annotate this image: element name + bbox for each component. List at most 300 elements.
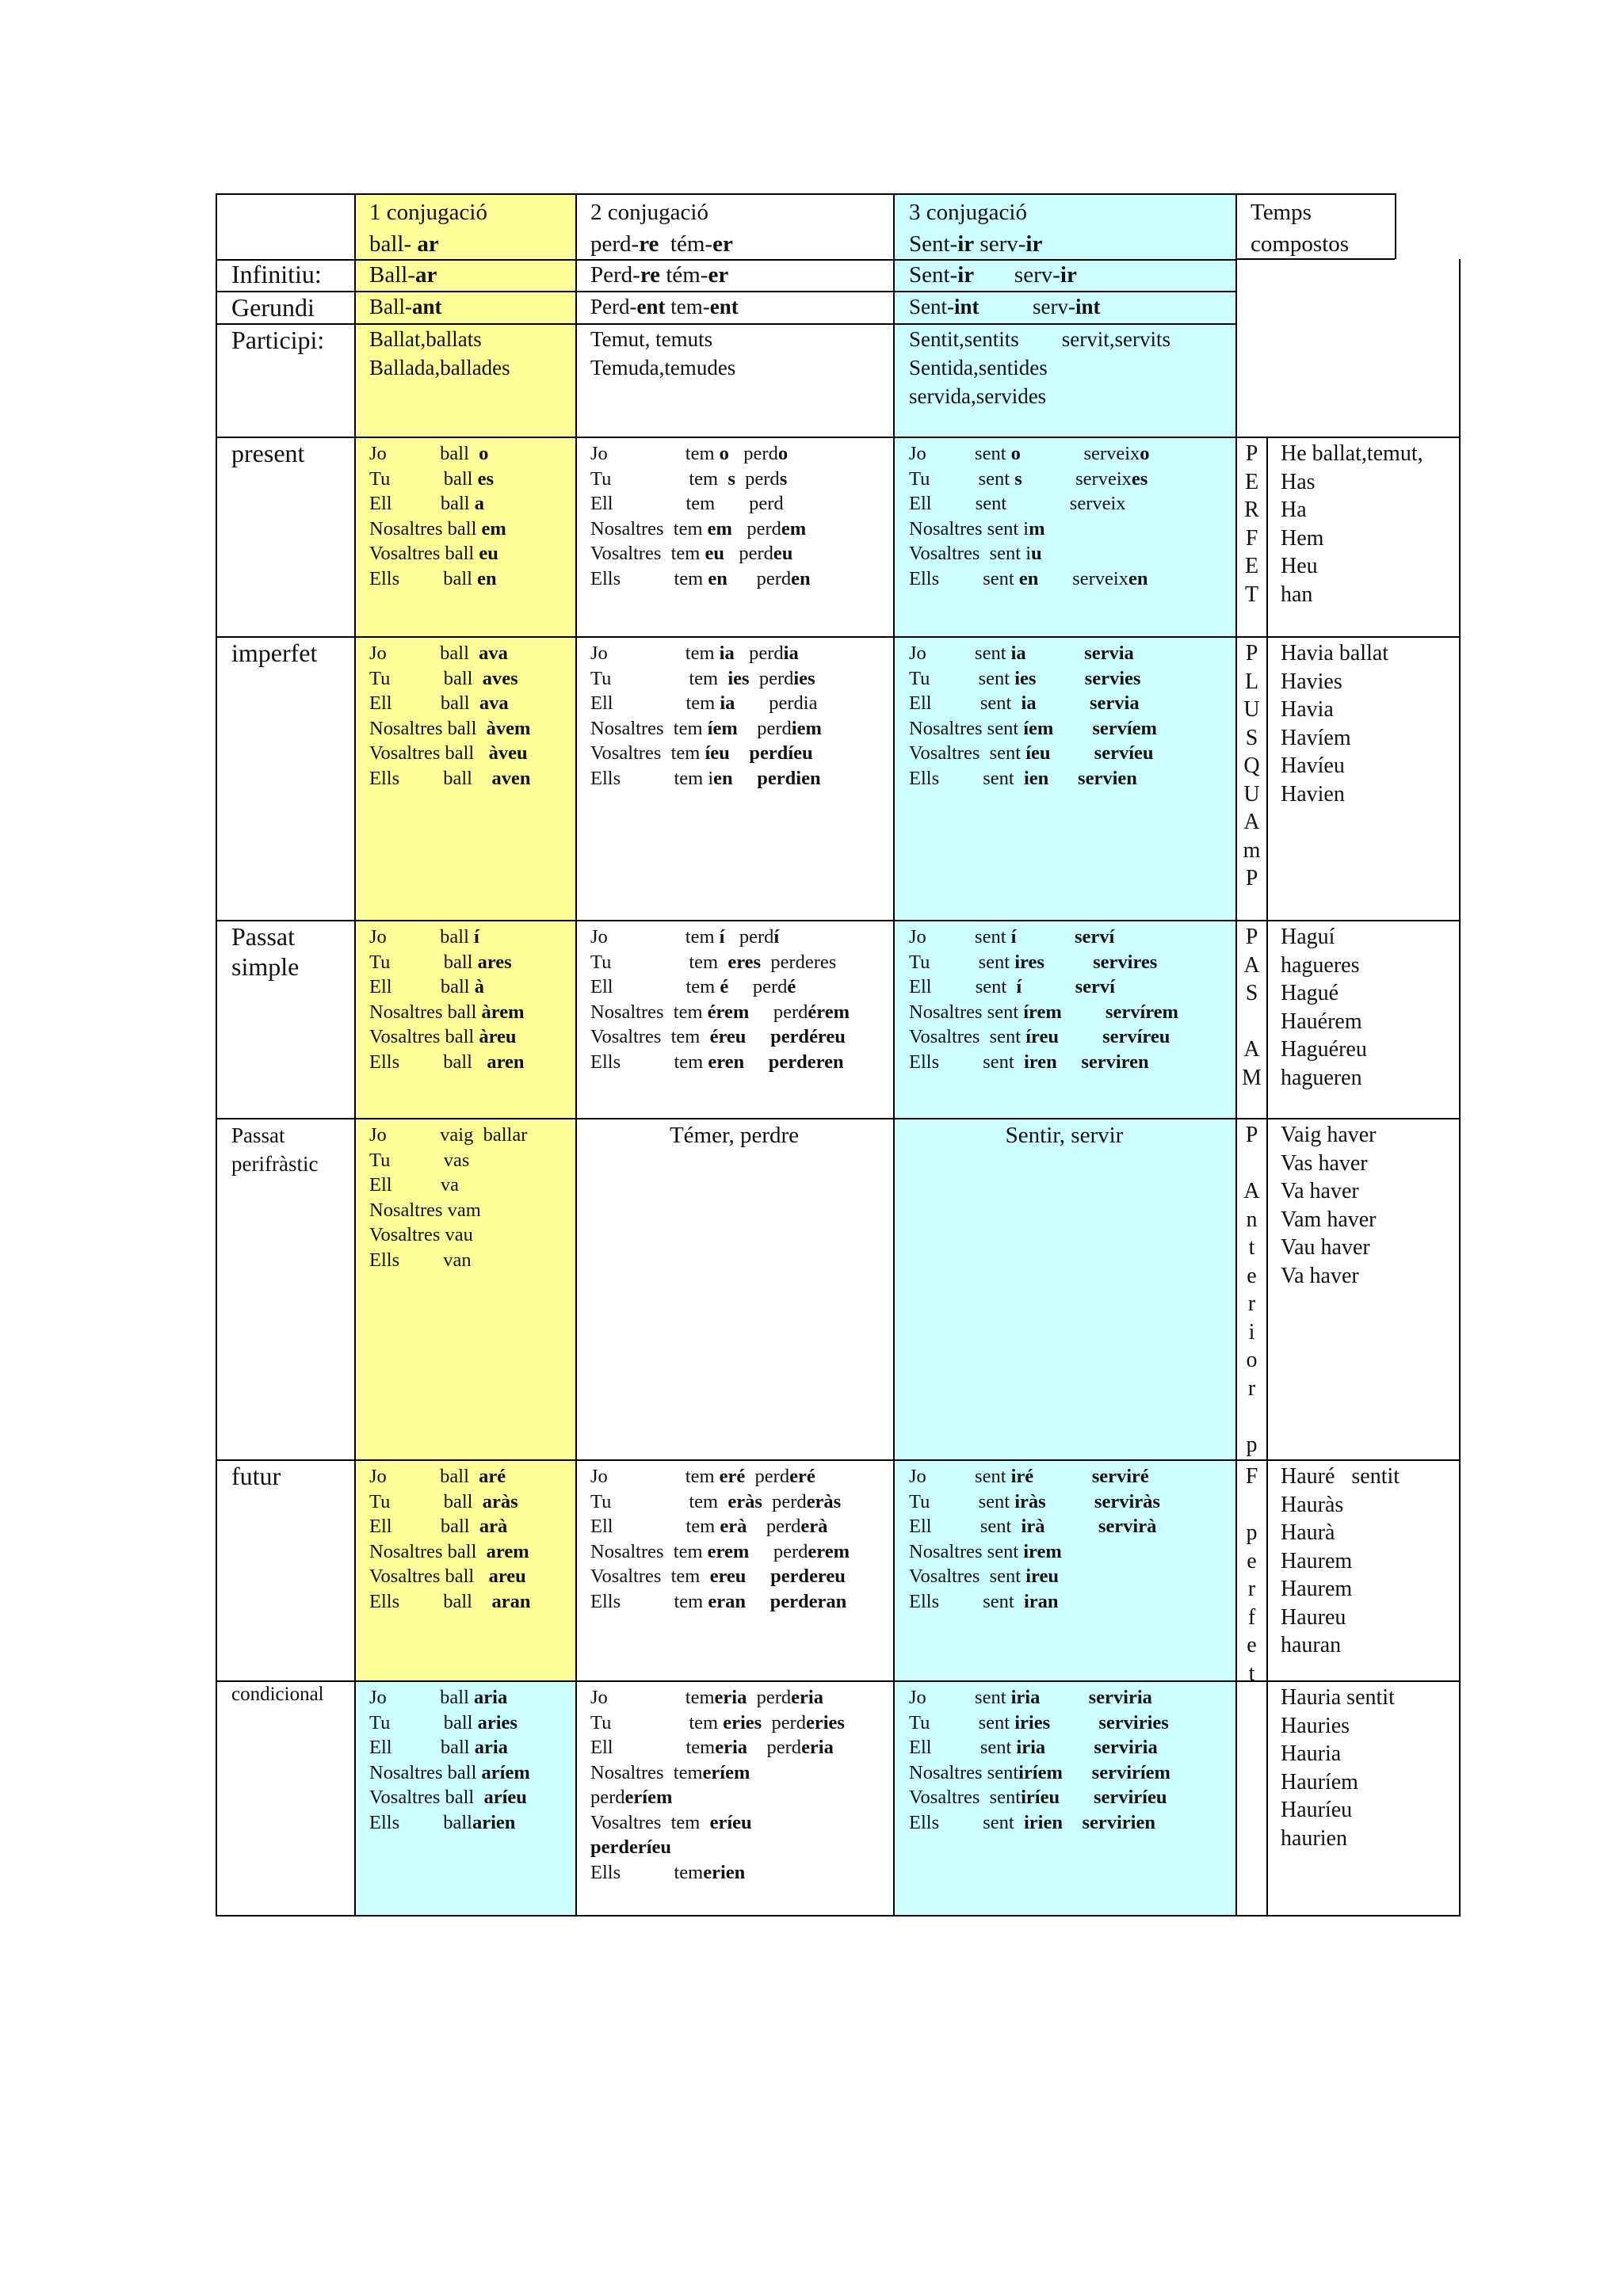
- futur-tense-letter-4: e: [1247, 1548, 1257, 1573]
- ending: íeu: [705, 742, 730, 764]
- ending: írem: [1023, 1001, 1062, 1023]
- stem: perd: [728, 443, 778, 464]
- imperfet-tense-letter-1: P: [1245, 641, 1258, 666]
- futur-col1-line-1: [369, 1464, 530, 1489]
- stem: Jo ball: [369, 1466, 479, 1487]
- stem: Tu tem: [590, 467, 728, 490]
- stem: Jo tem: [590, 1466, 720, 1487]
- ending: arien: [472, 1811, 516, 1833]
- passat-simple-compound-line-3: Hagué: [1281, 981, 1339, 1005]
- stem: [1046, 1491, 1094, 1512]
- passat-simple-col1: [369, 925, 525, 1074]
- present-col3-line-6: [909, 566, 1150, 592]
- imperfet-tense-letter-2: L: [1244, 669, 1259, 694]
- stem: perd: [731, 517, 781, 540]
- passat-simple-col3-line-4: [909, 1000, 1178, 1025]
- condicional-col3-line-6: [909, 1810, 1170, 1836]
- ending: es: [477, 467, 495, 490]
- futur-col3-line-2: [909, 1489, 1160, 1515]
- condicional-col1-line-6: [369, 1810, 530, 1836]
- stem: [1040, 1687, 1088, 1708]
- passat-perifrastic-tense-letter-9: o: [1246, 1348, 1258, 1372]
- present-tense-letter-6: T: [1244, 582, 1259, 607]
- imperfet-col2-line-5: [590, 741, 822, 766]
- infinitiu-col3: Sent-ir serv-ir: [909, 262, 1077, 288]
- stem: [1036, 668, 1084, 689]
- ending: ava: [479, 692, 509, 714]
- ending: ies: [727, 667, 750, 689]
- ending: en: [1018, 567, 1039, 589]
- ending: serví: [1075, 976, 1115, 997]
- ending: eries: [723, 1711, 762, 1733]
- ending: eu: [479, 543, 498, 564]
- passat-perifrastic-tense-letter-8: i: [1248, 1319, 1255, 1344]
- ending: perdíeu: [749, 742, 813, 764]
- imperfet-compound-line-4: Havíem: [1281, 725, 1351, 750]
- stem: perd: [762, 1711, 806, 1733]
- ending: aven: [491, 767, 531, 789]
- ending: irien: [1023, 1811, 1063, 1833]
- imperfet-tense-letter-4: S: [1245, 725, 1258, 750]
- imperfet-col1-line-1: [369, 641, 530, 666]
- futur-col3-line-1: [909, 1464, 1160, 1489]
- ending: eran: [708, 1590, 746, 1612]
- ending: o: [719, 443, 729, 464]
- row-label-passat-simple: [231, 921, 299, 982]
- ending: perdien: [757, 767, 821, 789]
- ending: aríem: [481, 1761, 530, 1783]
- passat-perifrastic-col1-line-3: Ell va: [369, 1174, 459, 1196]
- stem: Vosaltres ball: [369, 1026, 479, 1047]
- ending: íem: [707, 717, 738, 739]
- passat-simple-col2-line-2: [590, 950, 850, 975]
- ending: eríem: [702, 1761, 750, 1783]
- stem: Tu tem: [590, 1490, 728, 1512]
- stem: Ells sent: [909, 1590, 1024, 1612]
- stem: Ells ball: [369, 1811, 472, 1833]
- row-label-line1: present: [231, 439, 305, 467]
- stem: Jo ball: [369, 926, 475, 948]
- stem: perd: [735, 467, 780, 490]
- ending: eràs: [806, 1490, 842, 1512]
- ending: aríeu: [483, 1787, 527, 1808]
- ending: eríeu: [709, 1811, 752, 1833]
- stem: Nosaltres ball: [369, 517, 482, 540]
- participi-col1: [369, 325, 510, 382]
- stem: Nosaltres sent: [909, 717, 1024, 739]
- present-tense-letter-5: E: [1244, 554, 1259, 578]
- stem: Ells sent: [909, 767, 1024, 789]
- present-col3: [909, 441, 1150, 591]
- passat-perifrastic-col1-line-6: Ells van: [369, 1249, 472, 1271]
- ending: en: [708, 567, 727, 589]
- futur-col2-line-2: [590, 1489, 850, 1515]
- grid-hline: [216, 1118, 1459, 1119]
- passat-perifrastic-compound-line-2: Vas haver: [1281, 1150, 1368, 1176]
- stem: Nosaltres tem: [590, 517, 708, 540]
- passat-simple-compound-line-2: hagueres: [1281, 952, 1360, 978]
- stem: [746, 1591, 770, 1612]
- ending: em: [781, 517, 807, 540]
- grid-hline: [216, 437, 1459, 438]
- ending: a: [474, 493, 484, 514]
- futur-tense-letter-1: F: [1245, 1464, 1258, 1489]
- present-tense-letter-3: R: [1244, 498, 1259, 522]
- imperfet-tense-letter-9: P: [1245, 866, 1258, 891]
- futur-compound-line-3: Haurà: [1281, 1520, 1335, 1545]
- row-label-line1: Passat: [231, 922, 295, 951]
- stem: Nosaltres sent: [909, 1761, 1019, 1783]
- stem: [1057, 1051, 1082, 1073]
- futur-compound-line-5: Haurem: [1281, 1577, 1353, 1601]
- passat-simple-col1-line-2: [369, 950, 525, 975]
- condicional-col1-line-1: [369, 1685, 530, 1711]
- row-label-line1: imperfet: [231, 639, 318, 667]
- passat-perifrastic-tense-letter-7: r: [1247, 1291, 1256, 1316]
- ending: es: [1131, 467, 1148, 490]
- present-col2: [590, 441, 811, 591]
- imperfet-col3-line-6: [909, 766, 1157, 791]
- stem: Tu tem: [590, 667, 728, 689]
- stem: Jo sent: [909, 926, 1011, 948]
- ending: servirien: [1082, 1811, 1155, 1833]
- futur-col1-line-5: [369, 1564, 530, 1589]
- ending: servies: [1084, 667, 1141, 689]
- imperfet-col3: [909, 641, 1157, 791]
- ending: érem: [808, 1001, 850, 1023]
- ending: eren: [708, 1051, 745, 1073]
- stem: Ell sent serveix: [909, 493, 1126, 514]
- grid-hline: [216, 1915, 1459, 1917]
- futur-tense-letter-6: f: [1247, 1604, 1256, 1630]
- ending: aves: [482, 667, 518, 689]
- stem: Tu ball: [369, 1490, 483, 1512]
- stem: Ells tem: [590, 1861, 704, 1883]
- futur-tense-letter-3: p: [1246, 1520, 1258, 1545]
- imperfet-col1-line-2: [369, 666, 530, 692]
- condicional-compound-line-4: Hauríem: [1281, 1769, 1358, 1794]
- ending: serviren: [1081, 1051, 1149, 1073]
- stem: Nosaltres sent i: [909, 517, 1029, 540]
- ending: m: [1029, 517, 1045, 540]
- passat-perifrastic-col3: Sentir, servir: [1005, 1123, 1124, 1148]
- ending: í: [1016, 976, 1022, 997]
- imperfet-tense-letter-6: U: [1243, 781, 1260, 807]
- ending: iren: [1023, 1051, 1057, 1073]
- participi-col2-line1: Temut, temuts: [590, 327, 713, 351]
- condicional-compound-line-5: Hauríeu: [1281, 1798, 1353, 1822]
- ending: aries: [477, 1711, 517, 1733]
- stem: Ell ball: [369, 1737, 475, 1758]
- ending: areu: [488, 1566, 526, 1587]
- stem: [1059, 1026, 1102, 1047]
- grid-vline: [354, 193, 356, 1917]
- ending: servia: [1089, 692, 1140, 714]
- condicional-col2-line-6: [590, 1810, 845, 1836]
- ending: ia: [783, 643, 799, 664]
- passat-simple-col2: [590, 925, 850, 1074]
- ending: ava: [479, 643, 508, 664]
- ending: ia: [1021, 692, 1037, 714]
- ending: perderen: [768, 1051, 844, 1073]
- ending: eríem: [624, 1787, 673, 1808]
- ending: s: [727, 467, 735, 490]
- ending: ies: [1014, 667, 1037, 689]
- row-label-line2: perifràstic: [231, 1152, 319, 1176]
- stem: Ells sent: [909, 1811, 1024, 1833]
- ending: erien: [703, 1861, 746, 1883]
- stem: Vosaltres tem: [590, 742, 705, 764]
- stem: Ell sent: [909, 692, 1022, 714]
- header-col4-sub: compostos: [1251, 231, 1350, 257]
- passat-simple-col1-line-1: [369, 925, 525, 950]
- row-label-futur: [231, 1461, 281, 1491]
- ending: o: [1140, 443, 1150, 464]
- imperfet-compound-line-3: Havia: [1281, 697, 1334, 722]
- ending: àveu: [488, 742, 528, 764]
- stem: Jo sent: [909, 443, 1011, 464]
- ending: í: [474, 926, 479, 948]
- ending: erà: [720, 1516, 747, 1537]
- grid-hline: [216, 920, 1459, 921]
- imperfet-col3-line-1: [909, 641, 1157, 666]
- ending: perderíeu: [590, 1836, 672, 1858]
- stem: [746, 1566, 770, 1587]
- ending: serví: [1074, 926, 1115, 948]
- present-col2-line-1: [590, 441, 811, 467]
- ending: erà: [800, 1516, 828, 1537]
- condicional-compound-line-6: haurien: [1281, 1825, 1347, 1851]
- stem: [1048, 768, 1078, 789]
- futur-col1: [369, 1464, 530, 1614]
- futur-col3-line-3: [909, 1514, 1160, 1539]
- ending: en: [1128, 567, 1148, 589]
- stem: Vosaltres ball: [369, 742, 489, 764]
- stem: [1060, 1787, 1094, 1808]
- imperfet-col1-line-5: [369, 741, 530, 766]
- stem: Nosaltres ball: [369, 1001, 482, 1023]
- stem: Nosaltres ball: [369, 717, 487, 739]
- ending: arem: [486, 1540, 529, 1562]
- stem: Jo tem: [590, 1687, 715, 1708]
- stem: Vosaltres sent i: [909, 543, 1032, 564]
- stem: Ell ball: [369, 1516, 479, 1537]
- participi-col3-line3: servida,servides: [909, 384, 1047, 408]
- stem: [1022, 976, 1075, 997]
- imperfet-col2-line-1: [590, 641, 822, 666]
- ending: ares: [477, 951, 512, 973]
- stem: Ells ball: [369, 767, 492, 789]
- passat-perifrastic-tense-letter-6: e: [1247, 1263, 1257, 1288]
- futur-col1-line-3: [369, 1514, 530, 1539]
- ending: í: [773, 926, 780, 948]
- ending: àrem: [481, 1001, 525, 1023]
- stem: Jo sent: [909, 643, 1011, 664]
- condicional-col3-line-1: [909, 1685, 1170, 1711]
- stem: perd: [590, 1787, 625, 1808]
- ending: eria: [801, 1737, 834, 1758]
- stem: perd: [749, 1001, 808, 1023]
- ending: íreu: [1025, 1026, 1059, 1047]
- stem: Ell tem perd: [590, 493, 784, 514]
- row-label-participi: Participi:: [231, 326, 325, 354]
- ending: iria: [1016, 1737, 1046, 1758]
- stem: Ell tem: [590, 1737, 716, 1758]
- present-compound-line-6: han: [1281, 582, 1313, 607]
- ending: íem: [1023, 717, 1054, 739]
- ending: s: [779, 467, 788, 490]
- passat-perifrastic-compound-line-6: Va haver: [1281, 1263, 1359, 1288]
- ending: o: [777, 443, 789, 464]
- imperfet-col1-line-4: [369, 716, 530, 742]
- ending: servírem: [1105, 1001, 1178, 1023]
- header-col2: [590, 196, 733, 260]
- grid-hline: [216, 1680, 1459, 1682]
- ending: u: [1031, 543, 1042, 564]
- imperfet-col3-line-4: [909, 716, 1157, 742]
- stem: perd: [747, 1737, 802, 1758]
- row-label-line2: simple: [231, 952, 300, 981]
- ending: en: [713, 767, 733, 789]
- stem: [1050, 1712, 1098, 1733]
- ending: eu: [705, 543, 724, 564]
- imperfet-tense-letter-8: m: [1243, 837, 1261, 863]
- passat-perifrastic-tense-letter-12: p: [1246, 1432, 1258, 1457]
- stem: [1026, 643, 1085, 664]
- header-col3-stem: Sent-ir serv-ir: [909, 231, 1043, 257]
- grid-vline: [575, 193, 577, 1917]
- present-col3-line-2: [909, 467, 1150, 492]
- ending: iran: [1023, 1590, 1059, 1612]
- stem: [1063, 1762, 1092, 1783]
- present-tense-vertical: [1237, 440, 1266, 608]
- stem: [1063, 1812, 1083, 1833]
- ending: à: [474, 976, 484, 997]
- participi-col1-line2: Ballada,ballades: [369, 356, 510, 379]
- ending: perderan: [769, 1590, 847, 1612]
- ending: é: [787, 976, 796, 997]
- stem: Ells sent: [909, 1051, 1024, 1073]
- stem: Jo ball: [369, 643, 479, 664]
- infinitiu-col2: Perd-re tém-er: [590, 262, 729, 288]
- imperfet-compound-line-2: Havies: [1281, 669, 1342, 694]
- imperfet-compound-line-6: Havien: [1281, 781, 1345, 807]
- passat-simple-tense-letter-5: A: [1243, 1037, 1260, 1062]
- passat-simple-col1-line-6: [369, 1050, 525, 1075]
- imperfet-col2-line-2: [590, 666, 822, 692]
- header-col3-title: 3 conjugació: [909, 200, 1027, 225]
- row-label-line1: futur: [231, 1462, 281, 1490]
- passat-simple-col2-line-1: [590, 925, 850, 950]
- futur-compound-line-1: Hauré sentit: [1281, 1464, 1400, 1489]
- passat-perifrastic-compound-line-3: Va haver: [1281, 1179, 1359, 1203]
- stem: Nosaltres sent: [909, 1540, 1024, 1562]
- stem: Ell tem: [590, 976, 720, 997]
- stem: Tu ball: [369, 1711, 478, 1733]
- condicional-col2-line-4: [590, 1760, 845, 1786]
- stem: Ells tem i: [590, 767, 714, 789]
- stem: Tu sent: [909, 1490, 1015, 1512]
- imperfet-compound: [1281, 639, 1388, 808]
- passat-perifrastic-tense-vertical: [1237, 1121, 1266, 1459]
- participi-col1-line1: Ballat,ballats: [369, 327, 482, 351]
- header-col4-title: Temps: [1251, 200, 1312, 225]
- passat-perifrastic-tense-letter-11: [1237, 1402, 1266, 1431]
- imperfet-compound-line-5: Havíeu: [1281, 753, 1345, 778]
- stem: Ells sent: [909, 567, 1019, 589]
- stem: [1044, 1516, 1098, 1537]
- futur-compound-line-4: Haurem: [1281, 1548, 1353, 1573]
- ending: eria: [714, 1687, 747, 1708]
- futur-tense-letter-2: [1237, 1491, 1266, 1520]
- passat-simple-col1-line-5: [369, 1024, 525, 1050]
- passat-simple-col3-line-2: [909, 950, 1178, 975]
- header-col2-stem: perd-re tém-er: [590, 231, 733, 257]
- condicional-col2-line-1: [590, 1685, 845, 1711]
- ending: í: [719, 926, 725, 948]
- imperfet-tense-letter-5: Q: [1243, 753, 1260, 778]
- ending: ereu: [709, 1566, 747, 1587]
- ending: íeu: [1025, 742, 1051, 764]
- ending: serviré: [1091, 1466, 1149, 1487]
- condicional-col2-line-3: [590, 1735, 845, 1760]
- stem: Jo tem: [590, 643, 720, 664]
- present-col1-line-1: [369, 441, 506, 467]
- ending: aran: [491, 1590, 531, 1612]
- row-label-gerundi: Gerundi: [231, 293, 315, 322]
- stem: perd: [747, 1516, 801, 1537]
- passat-perifrastic-col1-line-4: Nosaltres vam: [369, 1199, 481, 1221]
- futur-tense-letter-5: r: [1247, 1577, 1256, 1601]
- ending: servires: [1093, 951, 1158, 973]
- passat-perifrastic-col1: [369, 1123, 527, 1272]
- grid-vline: [1459, 259, 1461, 1917]
- stem: Ells ball: [369, 1051, 487, 1073]
- passat-simple-col3-line-1: [909, 925, 1178, 950]
- futur-compound: [1281, 1463, 1400, 1660]
- futur-col2-line-1: [590, 1464, 850, 1489]
- stem: Tu ball: [369, 951, 478, 973]
- futur-tense-vertical: [1237, 1463, 1266, 1688]
- stem: perd: [728, 976, 788, 997]
- stem: [730, 742, 750, 764]
- ending: é: [720, 976, 729, 997]
- futur-col1-line-4: [369, 1539, 530, 1565]
- futur-compound-line-7: hauran: [1281, 1633, 1342, 1657]
- ending: iràs: [1014, 1490, 1046, 1512]
- passat-perifrastic-tense-letter-2: [1237, 1150, 1266, 1178]
- ending: en: [477, 567, 497, 589]
- ending: ireu: [1025, 1566, 1059, 1587]
- stem: Tu sent: [909, 1711, 1015, 1733]
- condicional-col1-line-5: [369, 1785, 530, 1810]
- ending: aren: [487, 1051, 525, 1073]
- stem: [1033, 1466, 1092, 1487]
- stem: serveix: [1020, 443, 1140, 464]
- ending: o: [479, 443, 489, 464]
- ending: érem: [707, 1001, 750, 1023]
- ending: irà: [1021, 1516, 1045, 1537]
- passat-perifrastic-col2: Témer, perdre: [669, 1123, 800, 1148]
- stem: Ell sent: [909, 1737, 1017, 1758]
- stem: [1051, 742, 1094, 764]
- ending: ia: [719, 643, 735, 664]
- stem: Ell sent: [909, 976, 1017, 997]
- stem: Nosaltres tem: [590, 1761, 703, 1783]
- passat-simple-tense-vertical: [1237, 923, 1266, 1092]
- grid-vline: [893, 193, 895, 1917]
- condicional-col2-line-2: [590, 1711, 845, 1736]
